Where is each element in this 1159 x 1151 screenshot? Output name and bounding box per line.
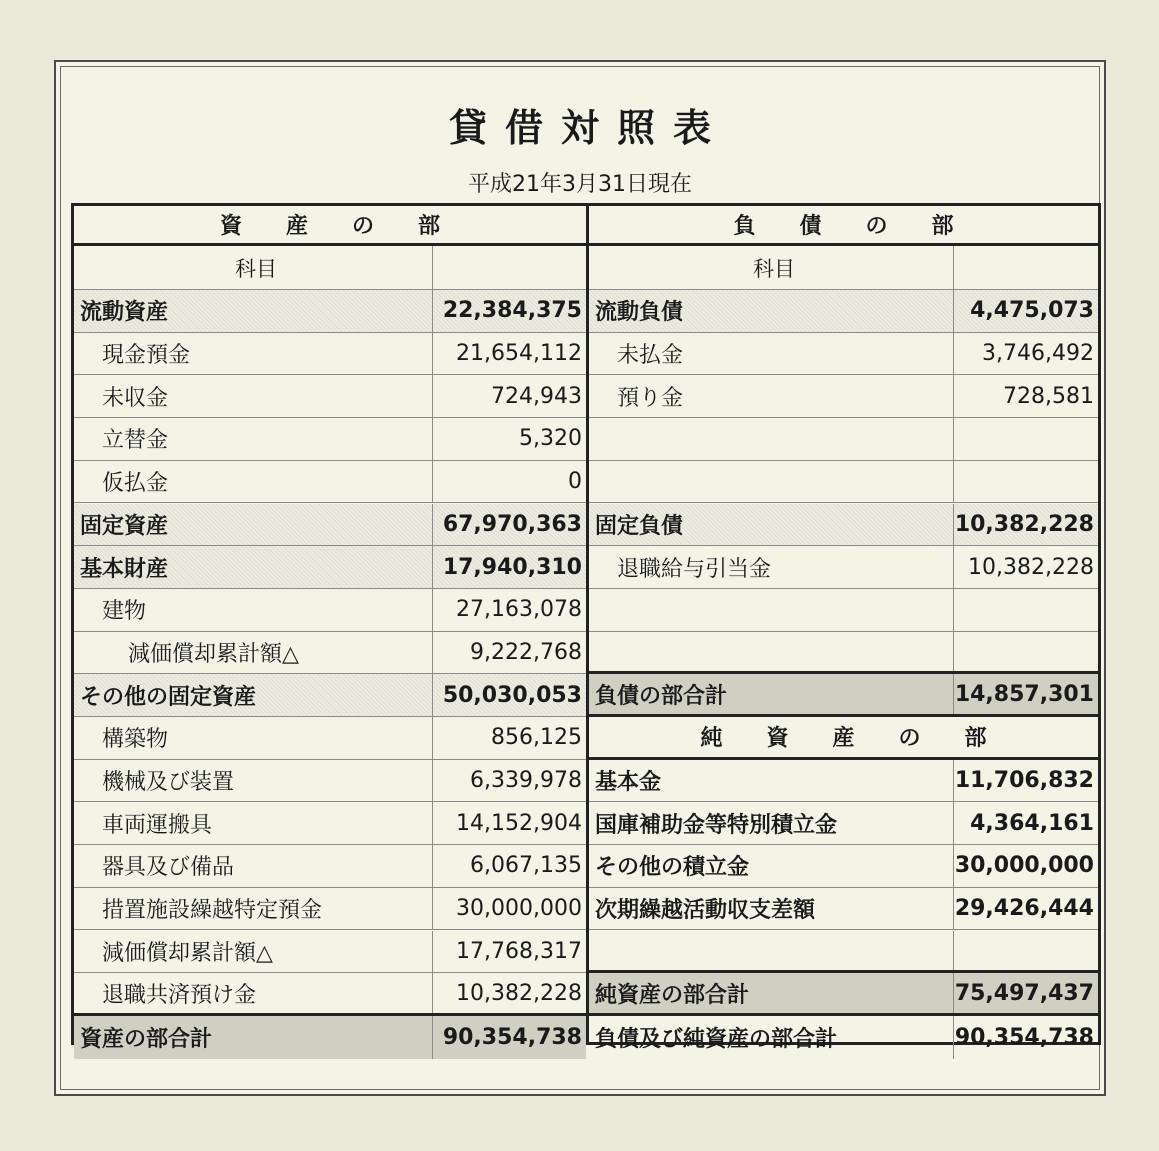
row-amount: 17,768,317 (456, 938, 582, 964)
row-amount: 5,320 (519, 426, 582, 452)
net-asset-row (589, 802, 1098, 845)
row-label: 機械及び装置 (74, 760, 433, 802)
row-label: 純資産の部合計 (589, 973, 954, 1013)
row-amount (954, 461, 1098, 503)
net-asset-row (589, 931, 1098, 974)
row-label: 預り金 (589, 375, 954, 417)
row-label: 基本金 (589, 760, 954, 802)
row-amount: 22,384,375 (433, 290, 586, 332)
asset-row (74, 632, 586, 675)
row-label: その他の積立金 (589, 845, 954, 887)
row-label (589, 931, 954, 971)
row-label: 退職給与引当金 (589, 546, 954, 588)
assets-section-header (74, 206, 586, 246)
asset-row (74, 418, 586, 461)
row-label: 仮払金 (74, 461, 433, 503)
row-label: 車両運搬具 (74, 802, 433, 844)
row-label: 現金預金 (74, 333, 433, 375)
asset-row (74, 461, 586, 504)
assets-total-row (74, 1016, 586, 1059)
assets-header-label: 資 産 の 部 (219, 214, 440, 239)
column-label-subject: 科目 (589, 246, 954, 289)
row-amount: 67,970,363 (433, 504, 586, 546)
row-label: 国庫補助金等特別積立金 (589, 802, 954, 844)
document-frame (54, 60, 1106, 1096)
assets-column-header (74, 246, 586, 290)
row-amount: 6,067,135 (470, 853, 582, 879)
asset-row (74, 888, 586, 931)
net-assets-section-header (589, 717, 1098, 760)
row-amount: 29,426,444 (954, 896, 1094, 922)
row-amount (954, 632, 1098, 672)
row-label: 未払金 (589, 333, 954, 375)
asset-row (74, 333, 586, 376)
row-amount: 4,364,161 (970, 810, 1094, 836)
liabilities-column-header (589, 246, 1098, 290)
liability-row (589, 375, 1098, 418)
row-label: 負債の部合計 (589, 674, 954, 714)
row-amount: 4,475,073 (954, 290, 1098, 332)
liability-row (589, 589, 1098, 632)
asset-row (74, 845, 586, 888)
row-amount: 14,857,301 (954, 674, 1098, 714)
row-amount: 10,382,228 (968, 554, 1094, 580)
row-label (589, 418, 954, 460)
asset-row (74, 674, 586, 717)
liabilities-header-label: 負 債 の 部 (733, 214, 954, 239)
row-label: 次期繰越活動収支差額 (589, 888, 954, 930)
row-label: 構築物 (74, 717, 433, 759)
asset-row (74, 504, 586, 547)
row-amount: 856,125 (491, 725, 582, 751)
row-amount: 10,382,228 (954, 504, 1098, 546)
column-label-subject: 科目 (74, 246, 433, 289)
row-amount: 9,222,768 (470, 639, 582, 665)
row-label: 流動資産 (74, 290, 433, 332)
row-amount: 728,581 (1003, 383, 1094, 409)
liabilities-total-row (589, 674, 1098, 717)
asset-row (74, 717, 586, 760)
asset-row (74, 802, 586, 845)
row-amount: 10,382,228 (456, 980, 582, 1006)
liability-row (589, 632, 1098, 675)
row-amount: 30,000,000 (456, 896, 582, 922)
row-amount: 0 (568, 469, 582, 495)
net-assets-header-label: 純 資 産 の 部 (700, 726, 987, 752)
row-amount: 90,354,738 (954, 1024, 1094, 1050)
liabilities-section-header (589, 206, 1098, 246)
asset-row (74, 973, 586, 1016)
row-amount: 724,943 (491, 383, 582, 409)
row-label: 減価償却累計額△ (74, 931, 433, 973)
row-amount: 17,940,310 (433, 546, 586, 588)
asset-row (74, 589, 586, 632)
asset-row (74, 290, 586, 333)
row-amount: 14,152,904 (456, 810, 582, 836)
grand-total-row (589, 1016, 1098, 1059)
row-label: 措置施設繰越特定預金 (74, 888, 433, 930)
row-amount: 6,339,978 (470, 768, 582, 794)
row-amount: 30,000,000 (954, 853, 1094, 879)
net-asset-row (589, 888, 1098, 931)
asset-row (74, 931, 586, 974)
net-asset-row (589, 760, 1098, 803)
row-label: その他の固定資産 (74, 674, 433, 716)
row-amount (954, 931, 1098, 971)
liability-row (589, 546, 1098, 589)
row-label (589, 632, 954, 672)
liability-row (589, 418, 1098, 461)
row-amount: 50,030,053 (433, 674, 586, 716)
row-amount (954, 589, 1098, 631)
row-label: 固定負債 (589, 504, 954, 546)
asset-row (74, 546, 586, 589)
document-title: 貸借対照表 (448, 106, 729, 150)
row-label: 器具及び備品 (74, 845, 433, 887)
row-amount: 75,497,437 (954, 973, 1098, 1013)
row-label: 基本財産 (74, 546, 433, 588)
column-label-amount (954, 246, 1098, 289)
row-label: 減価償却累計額△ (74, 632, 433, 674)
row-label: 資産の部合計 (74, 1016, 433, 1059)
asset-row (74, 760, 586, 803)
row-amount: 11,706,832 (954, 768, 1094, 794)
liability-row (589, 461, 1098, 504)
asset-row (74, 375, 586, 418)
row-amount (954, 418, 1098, 460)
row-label (589, 589, 954, 631)
column-label-amount (433, 246, 586, 289)
row-label: 負債及び純資産の部合計 (589, 1016, 954, 1059)
row-label: 建物 (74, 589, 433, 631)
row-label: 退職共済預け金 (74, 973, 433, 1013)
row-label: 流動負債 (589, 290, 954, 332)
balance-sheet-table (71, 203, 1101, 1052)
row-amount: 27,163,078 (456, 597, 582, 623)
row-label: 立替金 (74, 418, 433, 460)
row-amount: 90,354,738 (433, 1016, 586, 1059)
row-label: 未収金 (74, 375, 433, 417)
row-label (589, 461, 954, 503)
row-amount: 21,654,112 (456, 341, 582, 367)
liability-row (589, 290, 1098, 333)
liability-row (589, 333, 1098, 376)
document-inner-frame (60, 66, 1100, 1090)
report-date: 平成21年3月31日現在 (468, 172, 692, 197)
liability-row (589, 504, 1098, 547)
row-amount: 3,746,492 (982, 341, 1094, 367)
net-asset-row (589, 845, 1098, 888)
row-label: 固定資産 (74, 504, 433, 546)
net-assets-total-row (589, 973, 1098, 1016)
